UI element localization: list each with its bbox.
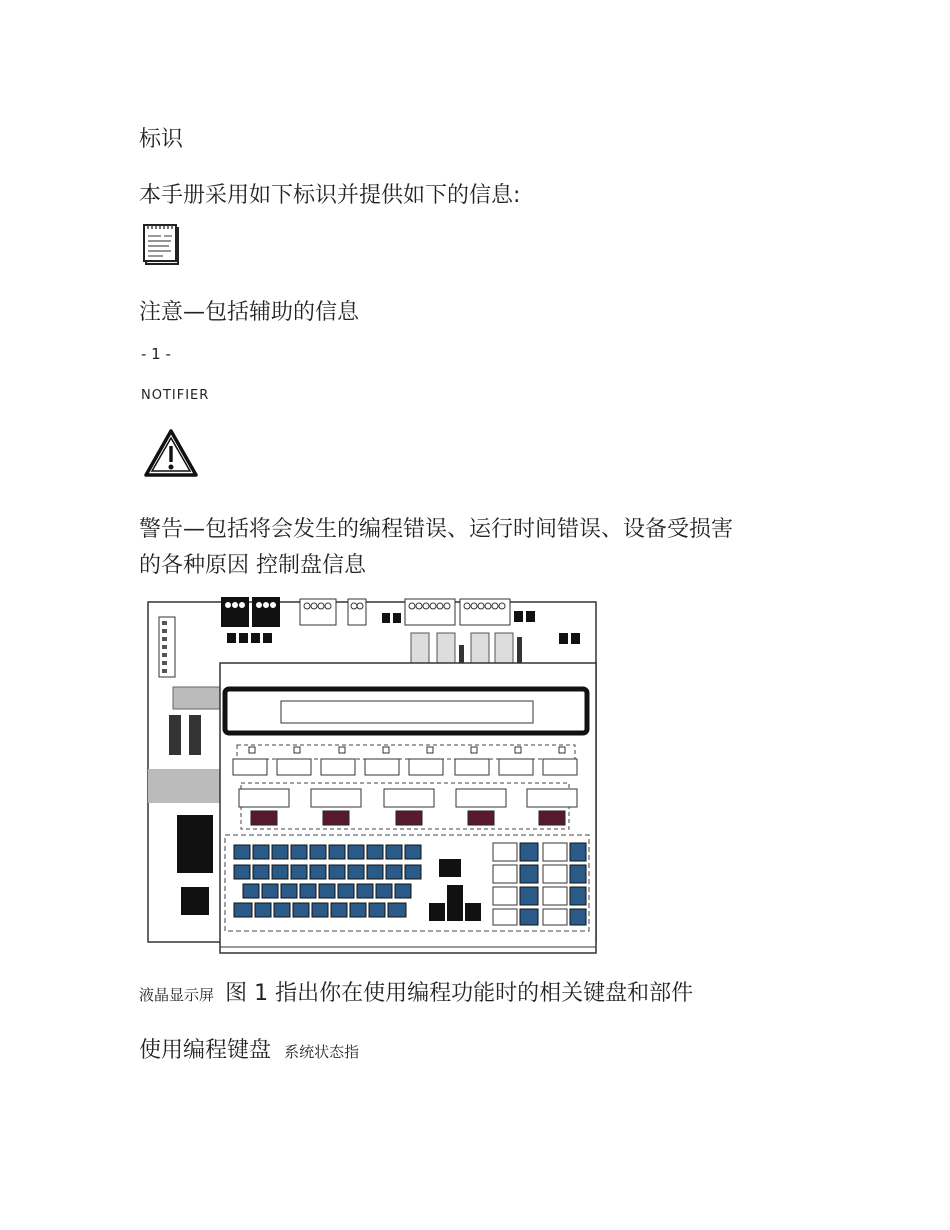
- footer-small-text: 系统状态指: [284, 1043, 360, 1061]
- warning-triangle-icon: [143, 428, 199, 478]
- section-heading: 标识: [139, 127, 184, 152]
- page-number: - 1 -: [141, 345, 171, 363]
- caption-main-text: 图 1 指出你在使用编程功能时的相关键盘和部件: [225, 981, 694, 1006]
- brand-name: NOTIFIER: [141, 388, 210, 403]
- intro-text: 本手册采用如下标识并提供如下的信息:: [139, 183, 521, 208]
- footer-main-text: 使用编程键盘: [139, 1038, 272, 1063]
- control-panel-diagram: [143, 597, 603, 957]
- warning-line-1: 警告—包括将会发生的编程错误、运行时间错误、设备受损害: [139, 517, 734, 542]
- warning-line-2: 的各种原因 控制盘信息: [139, 553, 366, 578]
- notepad-icon: [143, 224, 181, 266]
- caption-small-text: 液晶显示屏: [139, 986, 215, 1004]
- footer-line: [139, 1033, 359, 1064]
- figure-caption: [139, 976, 693, 1007]
- note-text: 注意—包括辅助的信息: [139, 300, 360, 325]
